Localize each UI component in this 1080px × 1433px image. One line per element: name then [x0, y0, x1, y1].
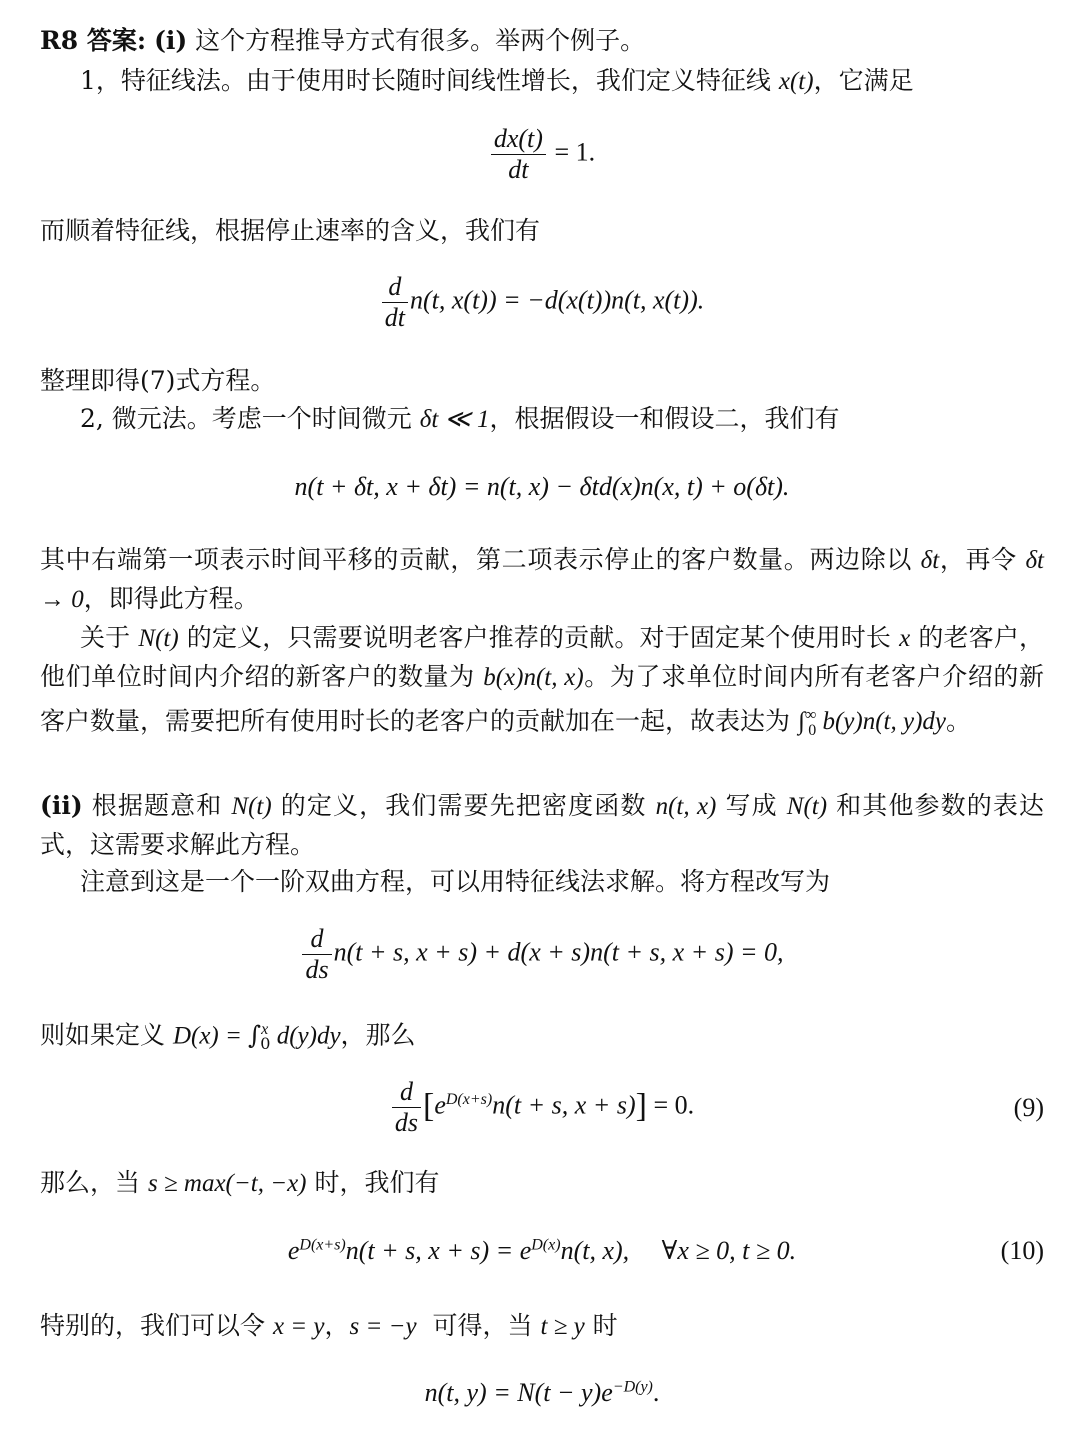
eq2-denominator: dt — [384, 303, 405, 332]
special-case-text: 特别的，我们可以令 x = y，s = −y 可得，当 t ≥ y 时 — [40, 1311, 618, 1340]
condition-text: 那么，当 s ≥ max(−t, −x) 时，我们有 — [40, 1168, 440, 1197]
after-eq1-text: 而顺着特征线，根据停止速率的含义，我们有 — [40, 216, 541, 245]
eq1-denominator: dt — [508, 155, 529, 184]
integral-expression: $\int^\infty_0$ b(y)n(t, y)dy — [797, 707, 947, 740]
equation-10: $e^{D(x+s)}n(t + s$, $x + s) = e^{D(x)}n(t$, x), ∀x ≥ 0, t ≥ 0. (10) — [287, 1236, 1044, 1265]
r8-heading — [40, 22, 1044, 60]
part-ii-intro: (ii) 根据题意和 N(t) 的定义，我们需要先把密度函数 n(t, x) 写成 N(t) 和其他参数的表达式，这需要求解此方程。 — [40, 791, 1044, 859]
method2-text: 2, 微元法。考虑一个时间微元 δt ≪ 1，根据假设一和假设二，我们有 — [80, 404, 840, 433]
equation-dxdt — [40, 124, 1044, 185]
paragraph-n-definition: 关于 N(t) 的定义，只需要说明老客户推荐的贡献。对于固定某个使用时长 x 的老客户，他们单位时间内介绍的新客户的数量为 b(x)n(t, x)。为了求单位时间内所有老客户介绍的新客户数量，需要把所有使用时长的老客户的贡献加在一起，故表达为 $\int^\infty_0$ b(y)n(t, y)dy。 — [40, 623, 1044, 740]
equation-final: n(t, $y) = N(t - y)e^{-D(y)}$. — [424, 1378, 660, 1407]
equation-microelement: n(t + δt, x + δt) = n(t, x) − δtd(x)n(x, t) + o(δt). — [294, 472, 790, 501]
part-i-label: (i) — [154, 26, 188, 55]
eq2-numerator: d — [382, 272, 408, 303]
method1-text: 1，特征线法。由于使用时长随时间线性增长，我们定义特征线 x(t)，它满足 — [80, 66, 914, 95]
char-line-var: x(t) — [778, 68, 814, 95]
r8-intro: 这个方程推导方式有很多。举两个例子。 — [187, 26, 646, 55]
eq1-rhs: = 1. — [547, 137, 596, 167]
delta-t-var: δt ≪ 1 — [419, 406, 490, 433]
equation-9: $\frac{d}{ds}$ [$e^{D(x+s)}n(t + s$, x + s)] = 0. (9) — [40, 1077, 1044, 1138]
equation-number-10: (10) — [1000, 1236, 1044, 1265]
eq2-rhs: n(t, x(t)) = −d(x(t))n(t, x(t)). — [410, 285, 705, 315]
equation-dndt — [40, 272, 1044, 333]
part-ii-label: (ii) — [40, 791, 83, 820]
paragraph-right-side: 其中右端第一项表示时间平移的贡献，第二项表示停止的客户数量。两边除以 δt，再令 δt → 0，即得此方程。 — [40, 545, 1045, 613]
eq1-numerator: dx(t) — [491, 124, 546, 155]
hyperbolic-note: 注意到这是一个一阶双曲方程，可以用特征线法求解。将方程改写为 — [80, 867, 831, 896]
define-D: 则如果定义 D(x) = ∫$^x_0$ d(y)dy，那么 — [40, 1020, 416, 1054]
after-eq2-text: 整理即得(7)式方程。 — [40, 366, 276, 395]
r8-label: R8 答案: — [40, 26, 147, 55]
equation-dds: $\frac{d}{ds}$ n(t + s, x + s) + d(x + s)n(t + s, x + s) = 0, — [40, 924, 1044, 985]
equation-number-9: (9) — [1013, 1093, 1044, 1122]
